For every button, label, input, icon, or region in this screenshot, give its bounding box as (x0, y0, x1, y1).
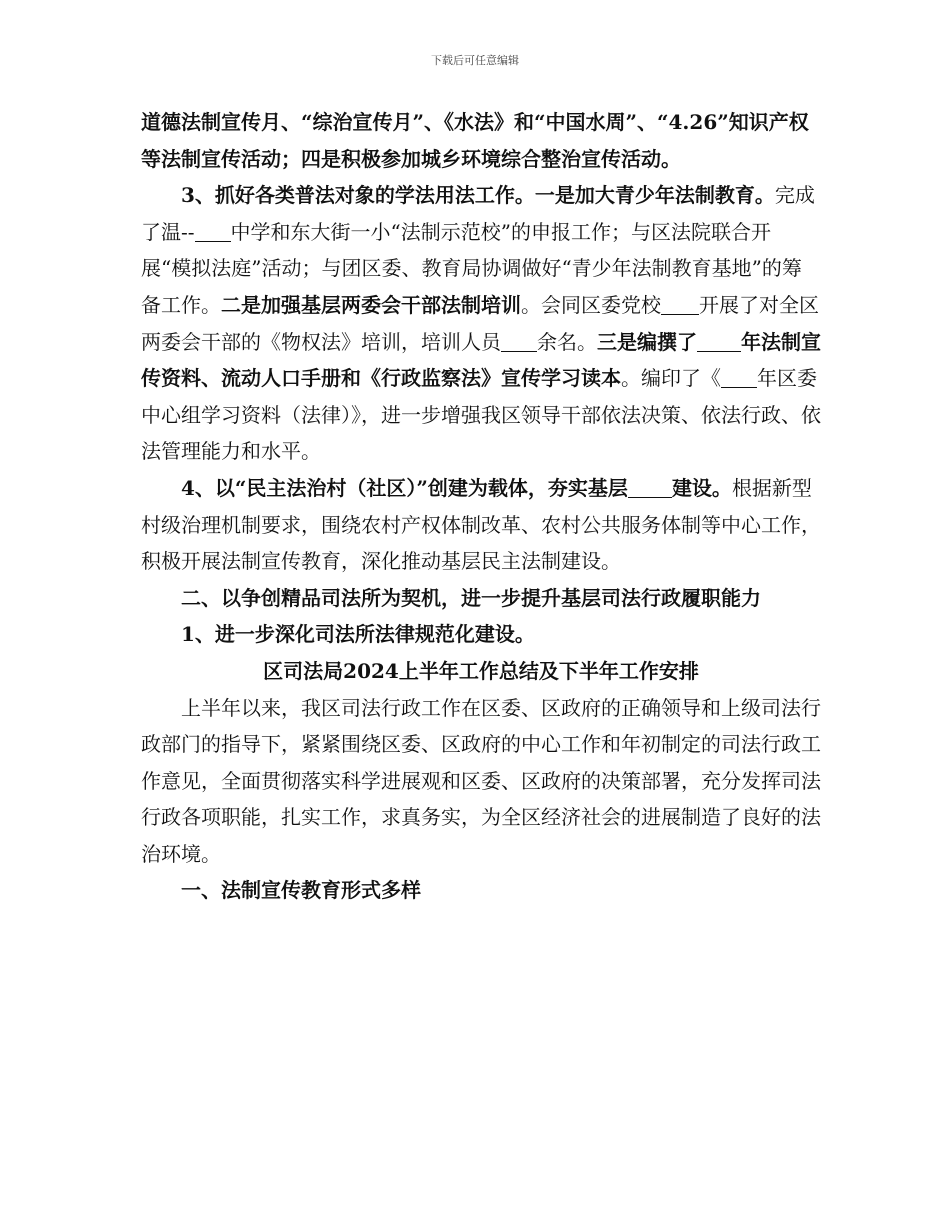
law-study-text-5: 余名。 (537, 329, 597, 354)
section-heading-two: 二、以争创精品司法所为契机，进一步提升基层司法行政履职能力 (181, 585, 761, 610)
subsection-heading-one: 1、进一步深化司法所法律规范化建设。 (181, 622, 535, 647)
law-study-text-6: 。编印了《 (621, 366, 721, 391)
paragraph-democratic-village (141, 470, 821, 580)
law-study-text-2: 中学和东大街一小“法制示范校”的申报工作；与区法院联合开展“模拟法庭”活动；与团区委、教育局协调做好“青少年法制教育基地”的筹备工作。 (141, 219, 802, 317)
blank-line (628, 477, 672, 498)
page-header: 下载后可任意编辑 (431, 54, 519, 67)
law-study-bold-2: 二是加强基层两委会干部法制培训 (221, 292, 521, 317)
democratic-village-text: 根据新型村级治理机制要求，围绕农村产权体制改革、农村公共服务体制等中心工作，积极开展法制宣传教育，深化推动基层民主法制建设。 (141, 475, 821, 574)
law-study-bold-3a: 三是编撰了 (597, 329, 697, 354)
paragraph-publicity-activities: 道德法制宣传月、“综治宣传月”、《水法》和“中国水周”、“4.26”知识产权等法制宣传活动；四是积极参加城乡环境综合整治宣传活动。 (141, 110, 809, 171)
paragraph-intro: 上半年以来，我区司法行政工作在区委、区政府的正确领导和上级司法行政部门的指导下，紧紧围绕区委、区政府的中心工作和年初制定的司法行政工作意见，全面贯彻落实科学进展观和区委、区政府的决策部署，充分发挥司法行政各项职能，扎实工作，求真务实，为全区经济社会的进展制造了良好的法治环境。 (141, 695, 821, 866)
law-study-text-3: 。会同区委党校 (521, 292, 661, 317)
law-study-heading: 3、抓好各类普法对象的学法用法工作。一是加大青少年法制教育。 (181, 183, 775, 208)
democratic-village-heading: 4、以“民主法治村（社区）”创建为载体，夯实基层 (181, 475, 628, 500)
law-study-text-7: 年区委中心组学习资料（法律）》，进一步增强我区领导干部依法决策、依法行政、依法管理能力和水平。 (141, 366, 821, 464)
law-study-text-4: 开展了对全区两委会干部的《物权法》培训，培训人员 (141, 292, 819, 354)
democratic-village-heading-end: 建设。 (671, 475, 732, 500)
section-heading-one: 一、法制宣传教育形式多样 (181, 878, 421, 903)
blank-line (721, 367, 757, 388)
document-body (141, 104, 821, 909)
blank-line (697, 331, 741, 352)
law-study-bold-3b: 年法制宣传资料、流动人口手册和《行政监察法》宣传学习读本 (141, 329, 821, 391)
paragraph-law-study (141, 177, 821, 470)
blank-line (661, 294, 699, 315)
document-title: 区司法局2024上半年工作总结及下半年工作安排 (263, 658, 699, 683)
law-study-text-1: 完成了温-- (141, 183, 815, 244)
blank-line (195, 221, 231, 242)
blank-line (501, 331, 537, 352)
